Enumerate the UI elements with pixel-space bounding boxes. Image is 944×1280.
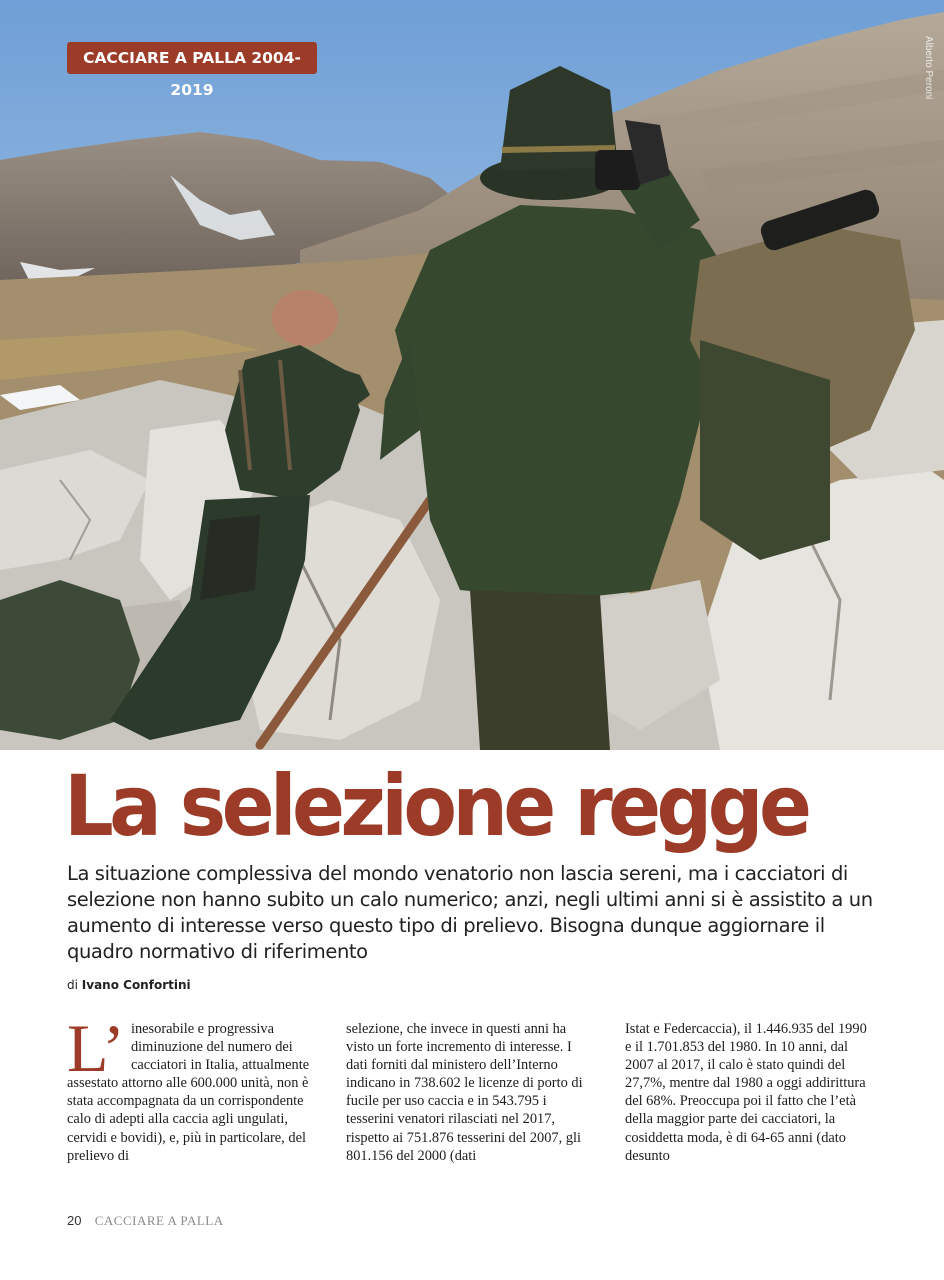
byline	[67, 978, 191, 992]
body-column-1	[67, 1010, 317, 1165]
photo-credit: Alberto Peroni	[923, 36, 934, 100]
section-badge: CACCIARE A PALLA 2004-2019	[67, 42, 317, 74]
article-headline: La selezione regge	[64, 757, 808, 855]
byline-prefix: di	[67, 978, 78, 992]
page-footer	[67, 1213, 224, 1229]
body-column-1-text: inesorabile e progressiva diminuzione del numero dei cacciatori in Italia, attualmente assestato attorno alle 600.000 unità, non è stata accompagnata da un corrispondente calo di adepti alla caccia agli ungulati, cervidi e bovidi), e, più in particolare, del prelievo di	[67, 1021, 310, 1164]
body-column-2: selezione, che invece in questi anni ha visto un forte incremento di interesse. I dati forniti dal ministero dell’Interno indicano in 738.602 le licenze di porto di fucile per uso caccia e in 543.795 i tesserini venatori rilasciati nel 2017, rispetto ai 751.876 tesserini del 2007, gli 801.156 del 2000 (dati	[346, 1021, 583, 1164]
page-number: 20	[67, 1213, 82, 1228]
article-standfirst: La situazione complessiva del mondo venatorio non lascia sereni, ma i cacciatori di selezione non hanno subito un calo numerico; anzi, negli ultimi anni si è assistito a un aumento di interesse verso questo tipo di prelievo. Bisogna dunque aggiornare il quadro normativo di riferimento	[67, 862, 873, 963]
drop-cap: L’	[67, 1010, 125, 1086]
byline-author: Ivano Confortini	[81, 978, 191, 992]
body-column-3: Istat e Federcaccia), il 1.446.935 del 1990 e il 1.701.853 del 1980. In 10 anni, dal 2007 al 2017, il calo è stato quindi del 27,7%, mentre dal 1980 a oggi addirittura del 68%. Preoccupa poi il fatto che l’età della maggior parte dei cacciatori, la cosiddetta moda, è di 64-65 anni (dato desunto	[625, 1021, 867, 1164]
footer-magazine-name: CACCIARE A PALLA	[94, 1213, 224, 1228]
